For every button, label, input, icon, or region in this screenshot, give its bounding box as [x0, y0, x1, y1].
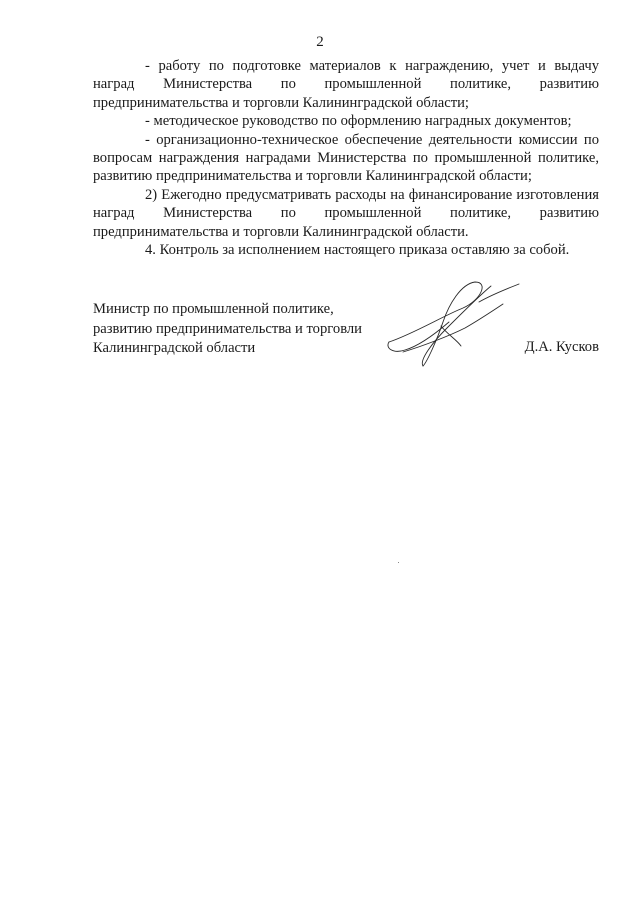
handwritten-signature-icon [383, 276, 543, 376]
signer-position [93, 300, 362, 359]
paragraph-annual-funding: 2) Ежегодно предусматривать расходы на финансирование изготовления наград Министерства по промышленной политике, развитию предпринимательства и торговли Калининградской области. [93, 186, 599, 240]
document-body [93, 57, 599, 259]
paragraph-awards-preparation: - работу по подготовке материалов к награждению, учет и выдачу наград Министерства по промышленной политике, развитию предпринимательства и торговли Калининградской области; [93, 58, 599, 111]
scan-speck [398, 562, 399, 563]
paragraph-methodical-guidance: - методическое руководство по оформлению наградных документов; [145, 113, 572, 130]
signer-position-line: Калининградской области [93, 340, 256, 356]
signer-name: Д.А. Кусков [524, 339, 599, 355]
paragraph-control: 4. Контроль за исполнением настоящего приказа оставляю за собой. [145, 242, 570, 259]
signature-block [93, 300, 599, 380]
paragraph-commission-support: - организационно-техническое обеспечение деятельности комиссии по вопросам награждения наградами Министерства по промышленной политике, развитию предпринимательства и торговли Калининградской области; [93, 131, 599, 185]
page-number: 2 [316, 34, 324, 50]
signer-position-line: Министр по промышленной политике, [93, 301, 334, 317]
signer-position-line: развитию предпринимательства и торговли [93, 320, 362, 337]
